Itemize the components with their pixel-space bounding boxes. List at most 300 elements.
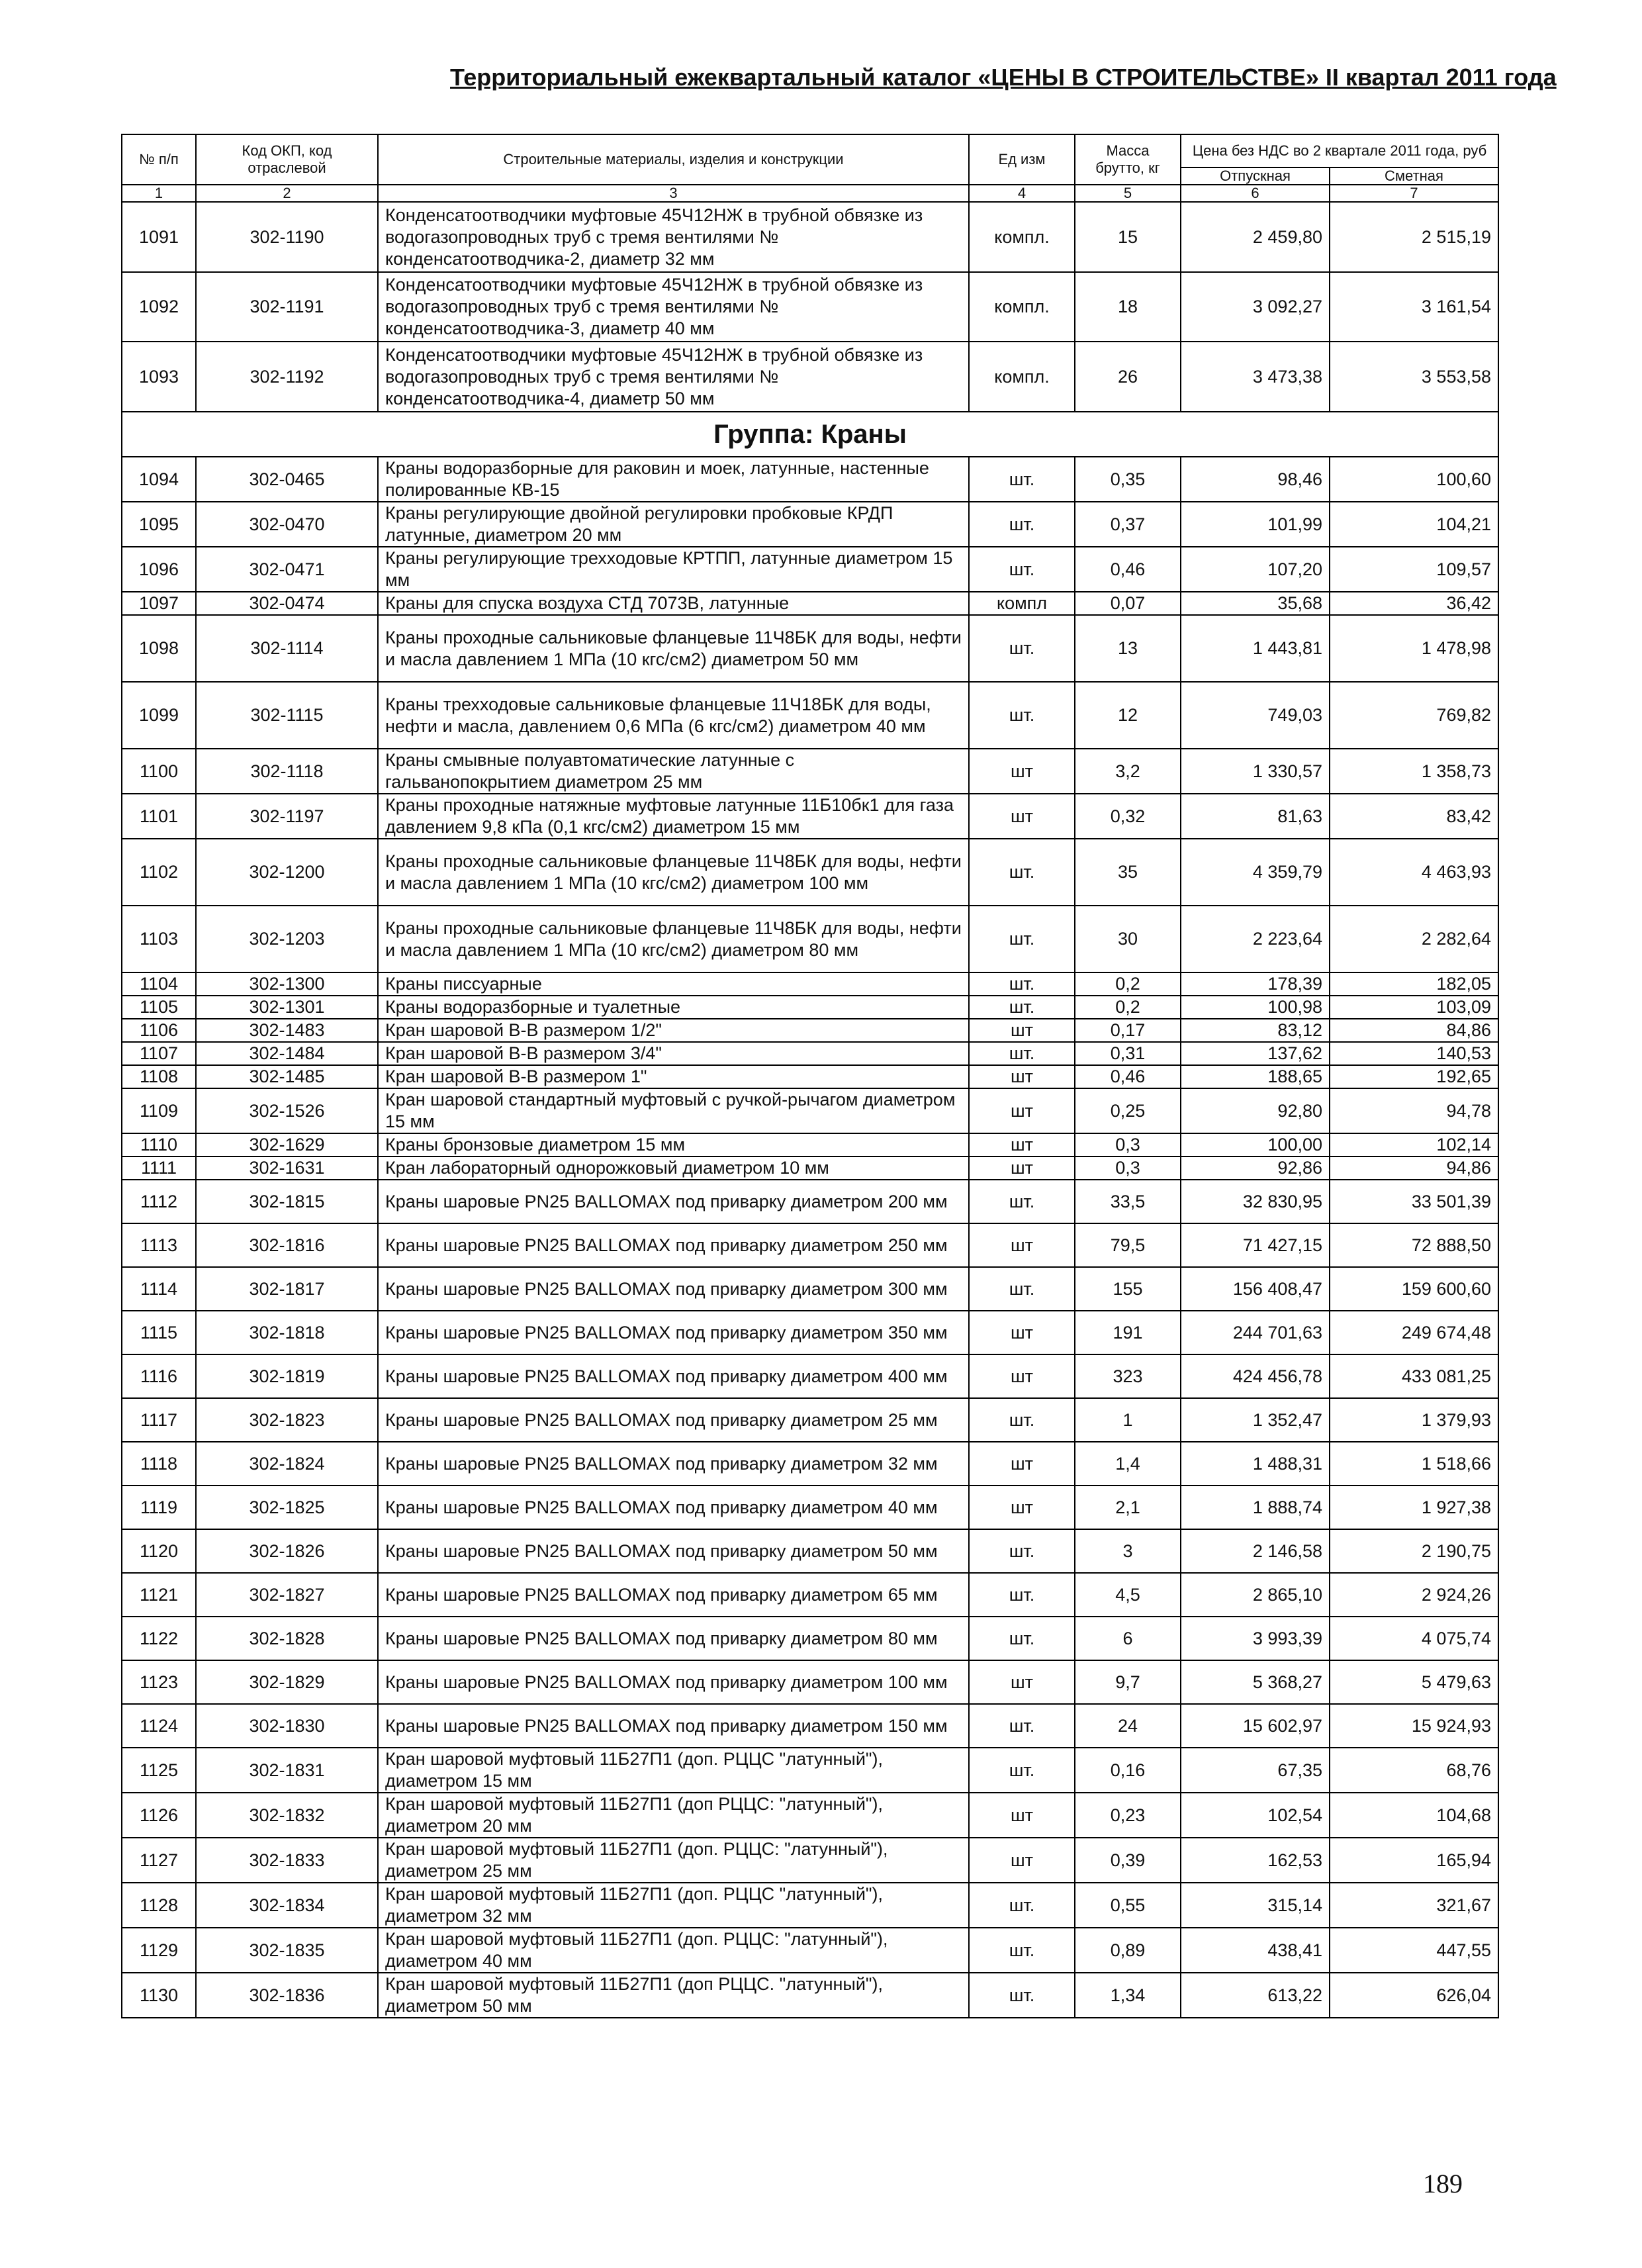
cell-estimate: 4 463,93 [1330,839,1498,906]
cell-estimate: 94,86 [1330,1157,1498,1180]
cell-mass: 0,07 [1075,592,1181,615]
cell-mass: 33,5 [1075,1180,1181,1223]
table-row [122,1354,1498,1398]
cell-num: 1102 [122,839,196,906]
cell-num: 1116 [122,1354,196,1398]
cell-release: 102,54 [1181,1793,1330,1838]
cell-release: 35,68 [1181,592,1330,615]
cell-release: 67,35 [1181,1748,1330,1793]
cell-release: 2 865,10 [1181,1573,1330,1617]
table-row [122,839,1498,906]
cell-unit: шт [969,794,1075,839]
table-row [122,1573,1498,1617]
cell-mass: 0,2 [1075,972,1181,996]
cell-name: Конденсатоотводчики муфтовые 45Ч12НЖ в трубной обвязке из водогазопроводных труб с тремя вентилями № конденсатоотводчика-2, диаметр 32 мм [378,202,969,272]
cell-release: 100,00 [1181,1133,1330,1157]
cell-release: 613,22 [1181,1973,1330,2018]
table-row [122,1617,1498,1660]
cell-estimate: 72 888,50 [1330,1223,1498,1267]
cell-name: Кран шаровой В-В размером 1" [378,1065,969,1088]
cell-num: 1096 [122,547,196,592]
cell-code: 302-1190 [196,202,378,272]
cell-release: 438,41 [1181,1928,1330,1973]
cell-release: 1 352,47 [1181,1398,1330,1442]
cell-name: Краны шаровые PN25 BALLOMAX под приварку диаметром 150 мм [378,1704,969,1748]
cell-mass: 2,1 [1075,1486,1181,1529]
cell-code: 302-1817 [196,1267,378,1311]
cell-code: 302-1301 [196,996,378,1019]
cell-estimate: 1 358,73 [1330,749,1498,794]
cell-code: 302-1829 [196,1660,378,1704]
cell-num: 1123 [122,1660,196,1704]
cell-code: 302-1191 [196,272,378,342]
cell-code: 302-1830 [196,1704,378,1748]
cell-code: 302-1828 [196,1617,378,1660]
table-row [122,502,1498,547]
cell-mass: 0,3 [1075,1157,1181,1180]
colnum: 7 [1330,185,1498,202]
table-body [122,134,1498,2018]
cell-code: 302-1484 [196,1042,378,1065]
cell-release: 3 092,27 [1181,272,1330,342]
cell-unit: шт [969,1223,1075,1267]
cell-num: 1120 [122,1529,196,1573]
group-title: Группа: Краны [122,412,1498,457]
cell-estimate: 4 075,74 [1330,1617,1498,1660]
cell-release: 2 459,80 [1181,202,1330,272]
header-mass: Масса брутто, кг [1075,134,1181,185]
cell-name: Кран шаровой В-В размером 1/2" [378,1019,969,1042]
cell-release: 1 330,57 [1181,749,1330,794]
table-row [122,1019,1498,1042]
cell-mass: 26 [1075,342,1181,412]
cell-estimate: 321,67 [1330,1883,1498,1928]
cell-code: 302-1200 [196,839,378,906]
cell-code: 302-1835 [196,1928,378,1973]
cell-code: 302-1819 [196,1354,378,1398]
cell-name: Краны писсуарные [378,972,969,996]
cell-release: 92,86 [1181,1157,1330,1180]
cell-unit: шт. [969,1704,1075,1748]
table-row [122,972,1498,996]
table-row [122,1928,1498,1973]
cell-release: 424 456,78 [1181,1354,1330,1398]
cell-name: Краны шаровые PN25 BALLOMAX под приварку диаметром 65 мм [378,1573,969,1617]
table-row [122,1529,1498,1573]
cell-num: 1106 [122,1019,196,1042]
cell-code: 302-0470 [196,502,378,547]
cell-estimate: 68,76 [1330,1748,1498,1793]
table-row [122,1042,1498,1065]
table-row [122,615,1498,682]
cell-code: 302-0471 [196,547,378,592]
cell-estimate: 192,65 [1330,1065,1498,1088]
cell-estimate: 104,68 [1330,1793,1498,1838]
cell-release: 1 888,74 [1181,1486,1330,1529]
cell-release: 92,80 [1181,1088,1330,1133]
header-unit: Ед изм [969,134,1075,185]
cell-unit: шт. [969,1267,1075,1311]
cell-mass: 9,7 [1075,1660,1181,1704]
cell-estimate: 84,86 [1330,1019,1498,1042]
cell-name: Краны водоразборные для раковин и моек, латунные, настенные полированные КВ-15 [378,457,969,502]
cell-unit: шт [969,749,1075,794]
cell-code: 302-1825 [196,1486,378,1529]
cell-release: 101,99 [1181,502,1330,547]
cell-estimate: 159 600,60 [1330,1267,1498,1311]
cell-unit: шт. [969,1398,1075,1442]
cell-num: 1095 [122,502,196,547]
cell-release: 32 830,95 [1181,1180,1330,1223]
cell-mass: 12 [1075,682,1181,749]
table-row [122,1486,1498,1529]
cell-unit: шт. [969,615,1075,682]
cell-num: 1113 [122,1223,196,1267]
cell-release: 5 368,27 [1181,1660,1330,1704]
cell-name: Кран лабораторный однорожковый диаметром 10 мм [378,1157,969,1180]
cell-num: 1104 [122,972,196,996]
cell-name: Кран шаровой муфтовый 11Б27П1 (доп. РЦЦС "латунный"), диаметром 15 мм [378,1748,969,1793]
cell-release: 162,53 [1181,1838,1330,1883]
cell-estimate: 2 282,64 [1330,906,1498,972]
cell-release: 81,63 [1181,794,1330,839]
cell-unit: шт [969,1838,1075,1883]
cell-name: Краны шаровые PN25 BALLOMAX под приварку диаметром 350 мм [378,1311,969,1354]
cell-num: 1129 [122,1928,196,1973]
cell-mass: 1 [1075,1398,1181,1442]
cell-unit: шт [969,1354,1075,1398]
cell-release: 315,14 [1181,1883,1330,1928]
table-row [122,457,1498,502]
header-estimate: Сметная [1330,167,1498,185]
cell-release: 244 701,63 [1181,1311,1330,1354]
cell-mass: 0,46 [1075,1065,1181,1088]
cell-release: 137,62 [1181,1042,1330,1065]
cell-mass: 0,2 [1075,996,1181,1019]
cell-estimate: 36,42 [1330,592,1498,615]
cell-unit: шт. [969,502,1075,547]
table-row [122,749,1498,794]
cell-unit: шт [969,1442,1075,1486]
cell-num: 1121 [122,1573,196,1617]
table-row [122,996,1498,1019]
cell-estimate: 626,04 [1330,1973,1498,2018]
cell-release: 83,12 [1181,1019,1330,1042]
cell-unit: шт. [969,1042,1075,1065]
cell-code: 302-1192 [196,342,378,412]
cell-unit: шт [969,1133,1075,1157]
cell-release: 3 993,39 [1181,1617,1330,1660]
cell-num: 1108 [122,1065,196,1088]
cell-unit: шт. [969,906,1075,972]
cell-num: 1109 [122,1088,196,1133]
colnum: 5 [1075,185,1181,202]
cell-mass: 3,2 [1075,749,1181,794]
header-row [122,134,1498,167]
cell-num: 1126 [122,1793,196,1838]
cell-code: 302-1114 [196,615,378,682]
cell-code: 302-1526 [196,1088,378,1133]
cell-num: 1107 [122,1042,196,1065]
cell-release: 100,98 [1181,996,1330,1019]
cell-name: Краны регулирующие трехходовые КРТПП, латунные диаметром 15 мм [378,547,969,592]
cell-code: 302-1826 [196,1529,378,1573]
cell-name: Кран шаровой муфтовый 11Б27П1 (доп РЦЦС. "латунный"), диаметром 50 мм [378,1973,969,2018]
cell-mass: 0,31 [1075,1042,1181,1065]
cell-unit: компл [969,592,1075,615]
cell-name: Конденсатоотводчики муфтовые 45Ч12НЖ в трубной обвязке из водогазопроводных труб с тремя вентилями № конденсатоотводчика-4, диаметр 50 мм [378,342,969,412]
table-row [122,1793,1498,1838]
group-row [122,412,1498,457]
cell-release: 3 473,38 [1181,342,1330,412]
colnum: 2 [196,185,378,202]
table-row [122,1157,1498,1180]
cell-unit: шт. [969,839,1075,906]
cell-estimate: 140,53 [1330,1042,1498,1065]
cell-mass: 1,4 [1075,1442,1181,1486]
cell-num: 1110 [122,1133,196,1157]
cell-unit: шт [969,1660,1075,1704]
cell-estimate: 769,82 [1330,682,1498,749]
cell-unit: шт [969,1065,1075,1088]
cell-num: 1111 [122,1157,196,1180]
cell-mass: 79,5 [1075,1223,1181,1267]
cell-mass: 0,39 [1075,1838,1181,1883]
cell-mass: 24 [1075,1704,1181,1748]
cell-num: 1114 [122,1267,196,1311]
header-name: Строительные материалы, изделия и конструкции [378,134,969,185]
table-row [122,272,1498,342]
cell-num: 1105 [122,996,196,1019]
cell-name: Кран шаровой муфтовый 11Б27П1 (доп. РЦЦС "латунный"), диаметром 32 мм [378,1883,969,1928]
cell-mass: 0,25 [1075,1088,1181,1133]
cell-estimate: 103,09 [1330,996,1498,1019]
cell-mass: 0,37 [1075,502,1181,547]
table-row [122,1883,1498,1928]
cell-code: 302-1300 [196,972,378,996]
cell-name: Краны шаровые PN25 BALLOMAX под приварку диаметром 250 мм [378,1223,969,1267]
cell-estimate: 2 924,26 [1330,1573,1498,1617]
cell-code: 302-1818 [196,1311,378,1354]
cell-num: 1127 [122,1838,196,1883]
table-row [122,1065,1498,1088]
cell-name: Краны бронзовые диаметром 15 мм [378,1133,969,1157]
cell-code: 302-1836 [196,1973,378,2018]
cell-name: Конденсатоотводчики муфтовые 45Ч12НЖ в трубной обвязке из водогазопроводных труб с тремя вентилями № конденсатоотводчика-3, диаметр 40 мм [378,272,969,342]
cell-mass: 0,16 [1075,1748,1181,1793]
table-row [122,547,1498,592]
cell-num: 1092 [122,272,196,342]
cell-name: Краны проходные сальниковые фланцевые 11Ч8БК для воды, нефти и масла давлением 1 МПа (10 кгс/см2) диаметром 100 мм [378,839,969,906]
cell-estimate: 165,94 [1330,1838,1498,1883]
cell-code: 302-1831 [196,1748,378,1793]
cell-code: 302-1483 [196,1019,378,1042]
cell-mass: 6 [1075,1617,1181,1660]
cell-name: Краны шаровые PN25 BALLOMAX под приварку диаметром 300 мм [378,1267,969,1311]
colnum: 3 [378,185,969,202]
table-row [122,1442,1498,1486]
table-row [122,906,1498,972]
cell-name: Краны шаровые PN25 BALLOMAX под приварку диаметром 200 мм [378,1180,969,1223]
cell-estimate: 3 161,54 [1330,272,1498,342]
cell-release: 4 359,79 [1181,839,1330,906]
cell-code: 302-1827 [196,1573,378,1617]
cell-code: 302-0465 [196,457,378,502]
cell-estimate: 447,55 [1330,1928,1498,1973]
cell-num: 1094 [122,457,196,502]
table-row [122,794,1498,839]
cell-name: Кран шаровой муфтовый 11Б27П1 (доп. РЦЦС: "латунный"), диаметром 40 мм [378,1928,969,1973]
cell-name: Краны регулирующие двойной регулировки пробковые КРДП латунные, диаметром 20 мм [378,502,969,547]
cell-code: 302-1833 [196,1838,378,1883]
cell-name: Краны проходные сальниковые фланцевые 11Ч8БК для воды, нефти и масла давлением 1 МПа (10 кгс/см2) диаметром 50 мм [378,615,969,682]
cell-mass: 18 [1075,272,1181,342]
cell-estimate: 2 190,75 [1330,1529,1498,1573]
cell-estimate: 2 515,19 [1330,202,1498,272]
cell-mass: 0,89 [1075,1928,1181,1973]
table-row [122,1973,1498,2018]
cell-estimate: 182,05 [1330,972,1498,996]
cell-mass: 35 [1075,839,1181,906]
cell-release: 2 146,58 [1181,1529,1330,1573]
cell-name: Краны для спуска воздуха СТД 7073В, латунные [378,592,969,615]
cell-code: 302-1823 [196,1398,378,1442]
cell-code: 302-1816 [196,1223,378,1267]
cell-num: 1122 [122,1617,196,1660]
cell-mass: 0,23 [1075,1793,1181,1838]
cell-mass: 0,3 [1075,1133,1181,1157]
table-row [122,1748,1498,1793]
cell-mass: 13 [1075,615,1181,682]
cell-code: 302-1824 [196,1442,378,1486]
cell-num: 1119 [122,1486,196,1529]
cell-unit: шт. [969,1928,1075,1973]
cell-unit: шт [969,1311,1075,1354]
cell-code: 302-1118 [196,749,378,794]
cell-estimate: 102,14 [1330,1133,1498,1157]
cell-name: Краны шаровые PN25 BALLOMAX под приварку диаметром 50 мм [378,1529,969,1573]
cell-mass: 0,32 [1075,794,1181,839]
cell-name: Кран шаровой стандартный муфтовый с ручкой-рычагом диаметром 15 мм [378,1088,969,1133]
table-row [122,1704,1498,1748]
cell-estimate: 83,42 [1330,794,1498,839]
cell-release: 1 443,81 [1181,615,1330,682]
cell-mass: 4,5 [1075,1573,1181,1617]
cell-unit: компл. [969,342,1075,412]
cell-num: 1097 [122,592,196,615]
header-num: № п/п [122,134,196,185]
cell-num: 1103 [122,906,196,972]
cell-code: 302-1631 [196,1157,378,1180]
cell-name: Краны шаровые PN25 BALLOMAX под приварку диаметром 40 мм [378,1486,969,1529]
header-release: Отпускная [1181,167,1330,185]
cell-release: 178,39 [1181,972,1330,996]
cell-num: 1130 [122,1973,196,2018]
cell-unit: шт. [969,1973,1075,2018]
cell-code: 302-1203 [196,906,378,972]
cell-release: 749,03 [1181,682,1330,749]
cell-num: 1093 [122,342,196,412]
cell-name: Краны шаровые PN25 BALLOMAX под приварку диаметром 32 мм [378,1442,969,1486]
cell-mass: 191 [1075,1311,1181,1354]
table-row [122,1398,1498,1442]
cell-mass: 3 [1075,1529,1181,1573]
table-row [122,1311,1498,1354]
cell-num: 1101 [122,794,196,839]
cell-num: 1100 [122,749,196,794]
table-row [122,1660,1498,1704]
cell-num: 1124 [122,1704,196,1748]
cell-estimate: 1 478,98 [1330,615,1498,682]
table-row [122,202,1498,272]
table-row [122,342,1498,412]
table-row [122,1180,1498,1223]
cell-unit: шт. [969,972,1075,996]
cell-unit: шт. [969,1180,1075,1223]
cell-name: Краны проходные натяжные муфтовые латунные 11Б10бк1 для газа давлением 9,8 кПа (0,1 кгс/см2) диаметром 15 мм [378,794,969,839]
colnum: 4 [969,185,1075,202]
colnum: 1 [122,185,196,202]
cell-mass: 0,35 [1075,457,1181,502]
cell-code: 302-1629 [196,1133,378,1157]
cell-estimate: 100,60 [1330,457,1498,502]
table-row [122,682,1498,749]
cell-unit: шт. [969,1529,1075,1573]
cell-name: Кран шаровой В-В размером 3/4" [378,1042,969,1065]
table-row [122,1088,1498,1133]
cell-mass: 15 [1075,202,1181,272]
cell-unit: шт. [969,457,1075,502]
cell-mass: 30 [1075,906,1181,972]
cell-mass: 323 [1075,1354,1181,1398]
header-price: Цена без НДС во 2 квартале 2011 года, руб [1181,134,1498,167]
cell-release: 15 602,97 [1181,1704,1330,1748]
cell-mass: 0,17 [1075,1019,1181,1042]
cell-unit: шт. [969,682,1075,749]
cell-num: 1128 [122,1883,196,1928]
cell-name: Краны смывные полуавтоматические латунные с гальванопокрытием диаметром 25 мм [378,749,969,794]
cell-estimate: 104,21 [1330,502,1498,547]
cell-mass: 0,46 [1075,547,1181,592]
cell-name: Краны шаровые PN25 BALLOMAX под приварку диаметром 400 мм [378,1354,969,1398]
cell-num: 1091 [122,202,196,272]
cell-estimate: 33 501,39 [1330,1180,1498,1223]
cell-num: 1099 [122,682,196,749]
cell-code: 302-1197 [196,794,378,839]
cell-unit: шт [969,1088,1075,1133]
cell-estimate: 1 379,93 [1330,1398,1498,1442]
cell-code: 302-1485 [196,1065,378,1088]
cell-estimate: 109,57 [1330,547,1498,592]
cell-code: 302-1115 [196,682,378,749]
cell-unit: шт [969,1019,1075,1042]
cell-release: 2 223,64 [1181,906,1330,972]
cell-estimate: 1 518,66 [1330,1442,1498,1486]
column-numbers-row [122,185,1498,202]
cell-code: 302-1815 [196,1180,378,1223]
cell-mass: 155 [1075,1267,1181,1311]
cell-name: Краны шаровые PN25 BALLOMAX под приварку диаметром 25 мм [378,1398,969,1442]
cell-release: 98,46 [1181,457,1330,502]
cell-code: 302-0474 [196,592,378,615]
cell-unit: шт. [969,1617,1075,1660]
cell-code: 302-1832 [196,1793,378,1838]
cell-num: 1115 [122,1311,196,1354]
cell-unit: шт. [969,996,1075,1019]
cell-num: 1117 [122,1398,196,1442]
cell-estimate: 5 479,63 [1330,1660,1498,1704]
table-row [122,1838,1498,1883]
